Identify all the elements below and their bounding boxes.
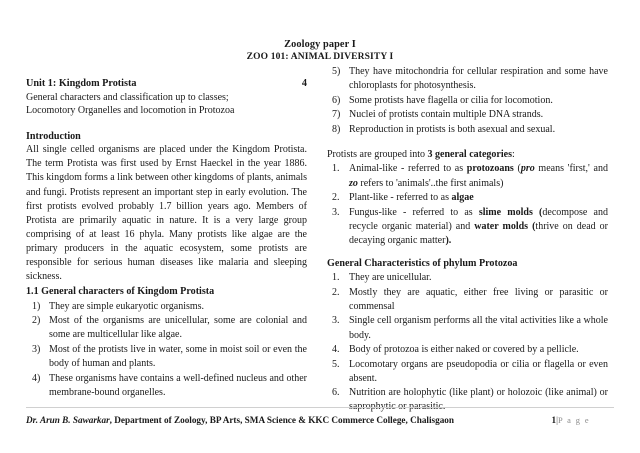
protist-categories-list	[327, 162, 608, 248]
list-item-text: They are simple eukaryotic organisms.	[49, 300, 205, 312]
list-item-text: Reproduction in protists is both asexual and sexual.	[349, 123, 556, 135]
unit-heading-row	[26, 77, 307, 90]
footer-row	[26, 414, 614, 427]
left-column	[26, 64, 307, 399]
list-item	[327, 206, 608, 248]
list-item-text: Single cell organism performs all the vital activities like a whole body.	[349, 315, 608, 341]
category-text	[349, 163, 608, 188]
list-item	[327, 191, 608, 205]
page-footer	[26, 407, 614, 427]
list-item-text: Nuclei of protists contain multiple DNA strands.	[349, 109, 544, 121]
list-item	[327, 65, 608, 93]
list-marker: 2)	[32, 315, 41, 327]
list-marker: 1.	[332, 163, 340, 175]
footer-page-separator: |	[556, 415, 558, 425]
list-marker: 1)	[32, 300, 41, 312]
syllabus-line-1: General characters and classification up to classes;	[26, 91, 229, 103]
list-item-text: Some protists have flagella or cilia for locomotion.	[349, 94, 553, 106]
category-part: Plant-like - referred to as	[349, 192, 452, 204]
footer-page-number: 1	[551, 415, 557, 425]
list-item	[26, 314, 307, 342]
list-item	[26, 300, 307, 314]
category-part: (	[513, 163, 521, 175]
list-item	[327, 358, 608, 386]
list-item	[327, 343, 608, 357]
unit-heading: Unit 1: Kingdom Protista	[26, 78, 137, 90]
footer-credit	[26, 414, 454, 426]
list-marker: 2.	[332, 286, 340, 298]
categories-lead-line	[327, 148, 608, 162]
right-column	[327, 64, 608, 414]
category-bold: algae	[451, 192, 474, 204]
list-item	[327, 94, 608, 108]
list-marker: 4.	[332, 344, 340, 356]
list-marker: 3)	[32, 343, 41, 355]
category-bold: slime molds (	[478, 206, 543, 218]
footer-page-indicator	[552, 414, 615, 427]
list-item	[327, 123, 608, 137]
list-marker: 1.	[332, 272, 340, 284]
list-item-text: Most of the protists live in water, some in moist soil or even the body of human and plants.	[49, 343, 307, 370]
section-1-1-heading: 1.1 General characters of Kingdom Protista	[26, 286, 215, 298]
category-text	[349, 192, 474, 203]
list-item	[327, 286, 608, 314]
list-marker: 4)	[32, 372, 41, 384]
list-marker: 6)	[332, 94, 341, 106]
category-bold-italic: pro	[520, 163, 535, 175]
categories-lead-bold: 3 general categories	[427, 148, 512, 160]
two-column-body	[26, 64, 614, 414]
kingdom-protista-characters-list	[26, 300, 307, 400]
list-marker: 7)	[332, 109, 341, 121]
introduction-paragraph: All single celled organisms are placed under the Kingdom Protista. The term Protista was first used by Ernst Haeckel in the year 1886. This kingdom forms a link between other kingdoms of plants, animals and fungi. Protists represent an important step in early evolution. The first protists evolved probably 1.7 billion years ago. Members of Protista are primarily aquatic in nature. It is a very large group comprising of at least 16 phyla. Many protists like algae are the primary producers in the aquatic ecosystem, some protists are responsible for serious human diseases like malaria and sleeping sickness.	[26, 144, 307, 283]
category-part: means 'first,' and	[534, 163, 608, 175]
category-part: decompose and recycle organic material) and	[349, 206, 608, 232]
list-item	[26, 372, 307, 400]
category-bold-italic: zo	[349, 177, 358, 189]
list-item	[26, 343, 307, 371]
list-item	[327, 162, 608, 190]
category-bold: water molds (	[474, 220, 536, 232]
list-marker: 5.	[332, 358, 340, 370]
list-item-text: They have mitochondria for cellular respiration and some have chloroplasts for photosynthesis.	[349, 65, 608, 91]
list-marker: 6.	[332, 387, 340, 399]
list-marker: 3.	[332, 315, 340, 327]
list-item-text: Mostly they are aquatic, either free living or parasitic or commensal	[349, 286, 608, 312]
category-part: refers to 'animals'..the first animals)	[357, 177, 504, 189]
category-bold: protozoans	[466, 163, 514, 175]
category-part: Fungus-like - referred to as	[349, 206, 479, 218]
categories-lead-plain: Protists are grouped into	[327, 148, 428, 160]
list-item-text: These organisms have contains a well-defined nucleus and other membrane-bound organelles.	[49, 372, 307, 398]
category-text	[349, 207, 608, 246]
kingdom-protista-characters-list-continued	[327, 65, 608, 137]
footer-page-word: P a g e	[557, 416, 590, 425]
list-item-text: Body of protozoa is either naked or covered by a pellicle.	[349, 344, 579, 356]
document-subtitle: ZOO 101: ANIMAL DIVERSITY I	[246, 52, 394, 63]
footer-author: Dr. Arun B. Sawarkar	[26, 415, 110, 425]
list-marker: 3.	[332, 206, 340, 218]
categories-lead-tail: :	[511, 148, 515, 160]
protozoa-characteristics-heading: General Characteristics of phylum Protozoa	[327, 258, 518, 270]
list-marker: 2.	[332, 192, 340, 204]
list-item-text: Nutrition are holophytic (like plant) or holozoic (like animal) or saprophytic or parasitic.	[349, 387, 608, 413]
list-item	[327, 314, 608, 342]
list-item-text: Locomotary organs are pseudopodia or cilia or flagella or even absent.	[349, 358, 608, 384]
document-title: Zoology paper I	[284, 39, 356, 50]
category-part: Animal-like - referred to as	[349, 163, 467, 175]
list-marker: 8)	[332, 123, 341, 135]
footer-divider	[26, 407, 614, 408]
list-marker: 5)	[332, 65, 341, 77]
syllabus-line-2: Locomotory Organelles and locomotion in Protozoa	[26, 105, 235, 117]
category-part: thrive on dead or decaying organic matter	[349, 220, 608, 246]
introduction-heading: Introduction	[26, 130, 81, 142]
list-item-text: They are unicellular.	[349, 272, 432, 284]
category-bold: ).	[445, 234, 452, 246]
list-item-text: Most of the organisms are unicellular, some are colonial and some are multicellular like algae.	[49, 315, 307, 341]
list-item	[327, 108, 608, 122]
protozoa-characteristics-list	[327, 271, 608, 414]
unit-credits: 4	[301, 78, 307, 90]
list-item	[327, 271, 608, 285]
footer-affiliation: , Department of Zoology, BP Arts, SMA Science & KKC Commerce College, Chalisgaon	[109, 415, 454, 425]
